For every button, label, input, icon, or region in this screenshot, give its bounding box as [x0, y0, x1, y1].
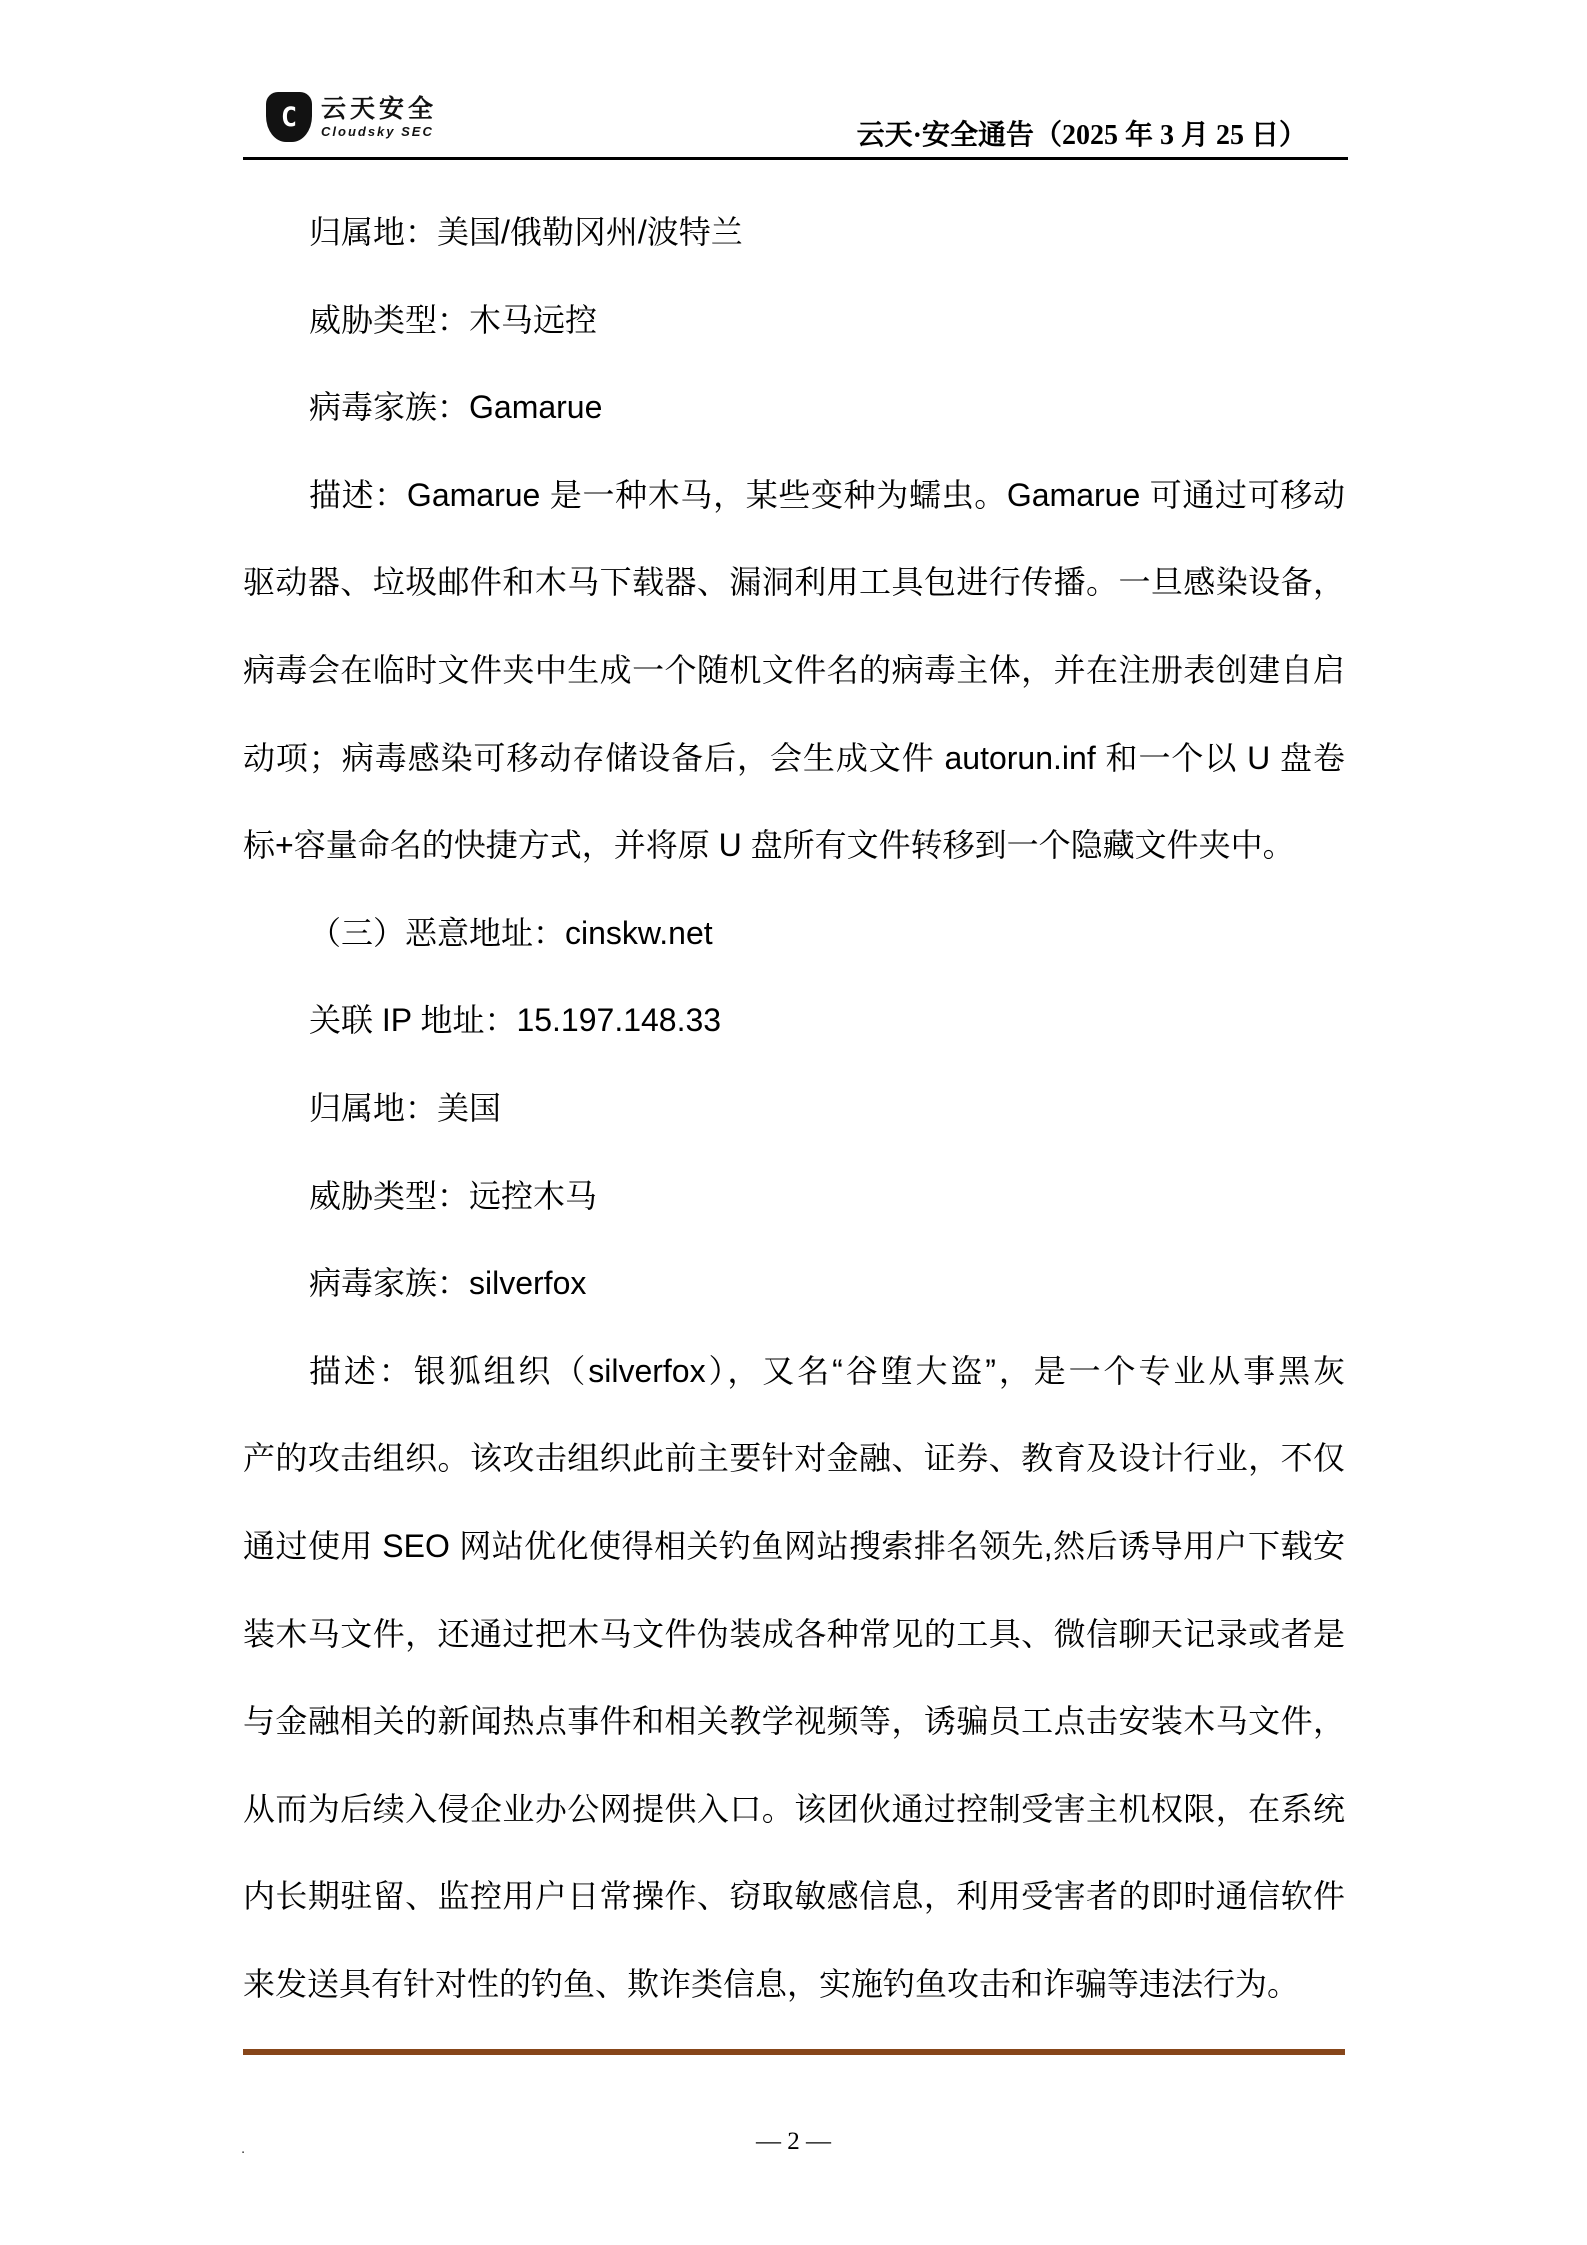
body-line: 描述：Gamarue 是一种木马，某些变种为蠕虫。Gamarue 可通过可移动	[309, 476, 1345, 513]
body-line: 病毒家族：Gamarue	[309, 389, 603, 426]
body-line: 来发送具有针对性的钓鱼、欺诈类信息，实施钓鱼攻击和诈骗等违法行为。	[243, 1965, 1300, 2002]
body-line: 内长期驻留、监控用户日常操作、窃取敏感信息，利用受害者的即时通信软件	[243, 1878, 1345, 1915]
body-line: 归属地：美国/俄勒冈州/波特兰	[309, 214, 743, 250]
body-line: 标+容量命名的快捷方式，并将原 U 盘所有文件转移到一个隐藏文件夹中。	[243, 827, 1295, 864]
body-line: 病毒家族：silverfox	[309, 1265, 587, 1302]
body-line: 与金融相关的新闻热点事件和相关教学视频等，诱骗员工点击安装木马文件，	[243, 1703, 1345, 1740]
body-line: 产的攻击组织。该攻击组织此前主要针对金融、证券、教育及设计行业，不仅	[243, 1440, 1345, 1477]
page-number: — 2 —	[756, 2128, 831, 2155]
footer-stray-dot: .	[241, 2140, 246, 2157]
body-line: 装木马文件，还通过把木马文件伪装成各种常见的工具、微信聊天记录或者是	[243, 1615, 1345, 1652]
body-line: 从而为后续入侵企业办公网提供入口。该团伙通过控制受害主机权限，在系统	[243, 1790, 1345, 1827]
document-body	[243, 189, 1345, 2028]
body-line: 病毒会在临时文件夹中生成一个随机文件名的病毒主体，并在注册表创建自启	[243, 651, 1345, 688]
logo-text	[321, 95, 437, 140]
body-line: （三）恶意地址：cinskw.net	[309, 914, 713, 951]
logo-brand-cn: 云天安全	[321, 94, 438, 123]
logo-letter: C	[280, 101, 298, 133]
footer-divider	[243, 2049, 1345, 2055]
logo-brand-en: Cloudsky SEC	[321, 124, 434, 140]
body-line: 归属地：美国	[309, 1089, 502, 1126]
cloudsky-logo	[266, 92, 437, 142]
header-divider	[243, 157, 1348, 160]
logo-shield-icon	[266, 92, 312, 142]
body-line: 威胁类型：木马远控	[309, 301, 598, 338]
body-line: 威胁类型：远控木马	[309, 1177, 598, 1214]
body-line: 关联 IP 地址：15.197.148.33	[309, 1002, 722, 1039]
body-line: 通过使用 SEO 网站优化使得相关钓鱼网站搜索排名领先,然后诱导用户下载安	[243, 1527, 1345, 1564]
body-line: 动项；病毒感染可移动存储设备后，会生成文件 autorun.inf 和一个以 U 盘卷	[243, 739, 1345, 776]
bulletin-header-title: 云天·安全通告（2025 年 3 月 25 日）	[856, 120, 1307, 151]
body-line: 驱动器、垃圾邮件和木马下载器、漏洞利用工具包进行传播。一旦感染设备，	[243, 564, 1345, 601]
body-line: 描述：银狐组织（silverfox），又名“谷堕大盗”，是一个专业从事黑灰	[309, 1352, 1345, 1389]
